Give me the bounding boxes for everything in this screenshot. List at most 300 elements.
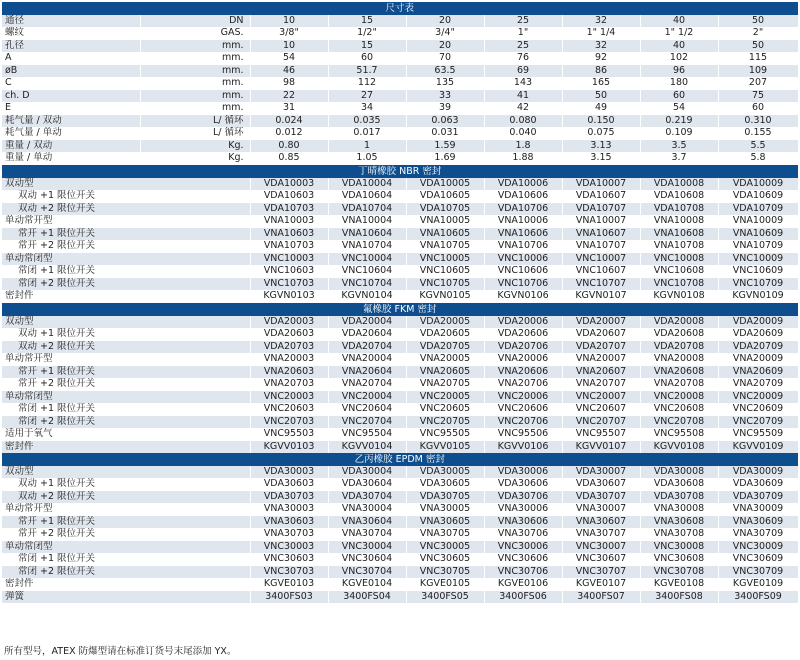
cell-value: VNC30706	[484, 566, 562, 579]
dims-row	[2, 65, 798, 78]
cell-value: 3/8"	[250, 27, 328, 40]
cell-value: 1.8	[484, 140, 562, 153]
fkm-row	[2, 391, 798, 404]
cell-value: 0.063	[406, 115, 484, 128]
row-label: A	[2, 52, 140, 65]
cell-value: 5.8	[718, 152, 798, 165]
cell-value: VDA30703	[250, 491, 328, 504]
cell-value: VNC30006	[484, 541, 562, 554]
nbr-row	[2, 290, 798, 303]
cell-value: 54	[250, 52, 328, 65]
cell-value: VNA30007	[562, 503, 640, 516]
row-label: 通径	[2, 15, 140, 27]
fkm-row	[2, 428, 798, 441]
cell-value: VDA20708	[640, 341, 718, 354]
cell-value: VNC30609	[718, 553, 798, 566]
cell-value: VNA20705	[406, 378, 484, 391]
cell-value: VNC10608	[640, 265, 718, 278]
cell-value: VNA10606	[484, 228, 562, 241]
cell-value: VNC20005	[406, 391, 484, 404]
cell-value: KGVN0108	[640, 290, 718, 303]
cell-value: VNA10008	[640, 215, 718, 228]
cell-value: 112	[328, 77, 406, 90]
dims-title: 尺寸表	[2, 2, 798, 15]
cell-value: VNC20707	[562, 416, 640, 429]
cell-value: 31	[250, 102, 328, 115]
cell-value: VDA10006	[484, 178, 562, 190]
row-unit: L/ 循环	[140, 127, 250, 140]
cell-value: VNC10708	[640, 278, 718, 291]
cell-value: VDA20609	[718, 328, 798, 341]
row-label: 常开 +1 限位开关	[2, 228, 250, 241]
cell-value: 39	[406, 102, 484, 115]
row-label: 耗气量 / 双动	[2, 115, 140, 128]
cell-value: 46	[250, 65, 328, 78]
cell-value: 32	[562, 15, 640, 27]
cell-value: VNC10606	[484, 265, 562, 278]
cell-value: 0.150	[562, 115, 640, 128]
cell-value: 1.88	[484, 152, 562, 165]
cell-value: 22	[250, 90, 328, 103]
cell-value: VNC10005	[406, 253, 484, 266]
cell-value: KGVV0105	[406, 441, 484, 454]
spec-table-body	[2, 2, 798, 603]
cell-value: 3.7	[640, 152, 718, 165]
cell-value: 34	[328, 102, 406, 115]
epdm-row	[2, 503, 798, 516]
cell-value: 27	[328, 90, 406, 103]
cell-value: VNC30603	[250, 553, 328, 566]
nbr-header-row	[2, 165, 798, 179]
cell-value: VDA20008	[640, 316, 718, 328]
cell-value: VNA10003	[250, 215, 328, 228]
cell-value: VDA10009	[718, 178, 798, 190]
cell-value: 135	[406, 77, 484, 90]
cell-value: VNC10604	[328, 265, 406, 278]
cell-value: 1.59	[406, 140, 484, 153]
row-label: 适用于氧气	[2, 428, 250, 441]
cell-value: 0.155	[718, 127, 798, 140]
cell-value: VDA10703	[250, 203, 328, 216]
cell-value: VNA10607	[562, 228, 640, 241]
row-unit: L/ 循环	[140, 115, 250, 128]
cell-value: VNA20708	[640, 378, 718, 391]
cell-value: 33	[406, 90, 484, 103]
row-label: 双动 +2 限位开关	[2, 491, 250, 504]
cell-value: 60	[328, 52, 406, 65]
dims-row	[2, 27, 798, 40]
cell-value: 0.040	[484, 127, 562, 140]
cell-value: 98	[250, 77, 328, 90]
cell-value: 25	[484, 40, 562, 53]
cell-value: 32	[562, 40, 640, 53]
cell-value: 0.310	[718, 115, 798, 128]
cell-value: VDA10705	[406, 203, 484, 216]
cell-value: KGVV0103	[250, 441, 328, 454]
cell-value: VNC95503	[250, 428, 328, 441]
cell-value: VNC20703	[250, 416, 328, 429]
row-label: 单动常闭型	[2, 391, 250, 404]
cell-value: 1"	[484, 27, 562, 40]
cell-value: VDA20608	[640, 328, 718, 341]
cell-value: VDA10709	[718, 203, 798, 216]
cell-value: VNA30607	[562, 516, 640, 529]
cell-value: VNC20008	[640, 391, 718, 404]
cell-value: VNA30004	[328, 503, 406, 516]
cell-value: VNA30703	[250, 528, 328, 541]
cell-value: VNA10005	[406, 215, 484, 228]
cell-value: VNC30606	[484, 553, 562, 566]
cell-value: VNA30609	[718, 516, 798, 529]
cell-value: VDA10607	[562, 190, 640, 203]
nbr-title: 丁晴橡胶 NBR 密封	[2, 165, 798, 179]
cell-value: 0.85	[250, 152, 328, 165]
cell-value: VNC30708	[640, 566, 718, 579]
cell-value: VNA20707	[562, 378, 640, 391]
cell-value: VNC95507	[562, 428, 640, 441]
row-label: 螺纹	[2, 27, 140, 40]
row-label: 常闭 +1 限位开关	[2, 403, 250, 416]
cell-value: VNA10604	[328, 228, 406, 241]
cell-value: VDA30704	[328, 491, 406, 504]
cell-value: VDA30706	[484, 491, 562, 504]
cell-value: VNC20605	[406, 403, 484, 416]
cell-value: VDA10605	[406, 190, 484, 203]
cell-value: VNA10004	[328, 215, 406, 228]
cell-value: VDA20003	[250, 316, 328, 328]
spec-table	[2, 2, 799, 603]
row-label: 重量 / 单动	[2, 152, 140, 165]
cell-value: VNC30008	[640, 541, 718, 554]
cell-value: KGVN0105	[406, 290, 484, 303]
cell-value: 3400FS09	[718, 591, 798, 604]
cell-value: VDA20603	[250, 328, 328, 341]
cell-value: VNA20709	[718, 378, 798, 391]
row-label: 双动型	[2, 466, 250, 478]
row-label: 单动常开型	[2, 215, 250, 228]
cell-value: VNC20003	[250, 391, 328, 404]
fkm-row	[2, 316, 798, 328]
cell-value: VDA10704	[328, 203, 406, 216]
cell-value: VNC20604	[328, 403, 406, 416]
cell-value: VDA30007	[562, 466, 640, 478]
cell-value: 86	[562, 65, 640, 78]
epdm-row	[2, 478, 798, 491]
cell-value: VNC20608	[640, 403, 718, 416]
cell-value: VNA10709	[718, 240, 798, 253]
cell-value: VNA30606	[484, 516, 562, 529]
cell-value: 3.15	[562, 152, 640, 165]
fkm-row	[2, 353, 798, 366]
cell-value: VNC95504	[328, 428, 406, 441]
cell-value: VNC10703	[250, 278, 328, 291]
cell-value: KGVN0107	[562, 290, 640, 303]
cell-value: VNC20704	[328, 416, 406, 429]
row-label: ch. D	[2, 90, 140, 103]
cell-value: 0.80	[250, 140, 328, 153]
nbr-row	[2, 203, 798, 216]
dims-row	[2, 152, 798, 165]
row-unit: DN	[140, 15, 250, 27]
spec-sheet	[2, 2, 798, 657]
row-label: 单动常闭型	[2, 541, 250, 554]
cell-value: 10	[250, 40, 328, 53]
cell-value: VNC30009	[718, 541, 798, 554]
cell-value: VNA30708	[640, 528, 718, 541]
cell-value: KGVE0107	[562, 578, 640, 591]
cell-value: VNC30607	[562, 553, 640, 566]
cell-value: 0.109	[640, 127, 718, 140]
cell-value: VDA30607	[562, 478, 640, 491]
cell-value: VDA30709	[718, 491, 798, 504]
cell-value: VNC10705	[406, 278, 484, 291]
row-label: øB	[2, 65, 140, 78]
cell-value: 3400FS08	[640, 591, 718, 604]
cell-value: VDA10604	[328, 190, 406, 203]
cell-value: VDA10707	[562, 203, 640, 216]
row-unit: mm.	[140, 102, 250, 115]
cell-value: VNA30608	[640, 516, 718, 529]
row-label: 双动 +2 限位开关	[2, 203, 250, 216]
cell-value: VDA30604	[328, 478, 406, 491]
cell-value: VNA20603	[250, 366, 328, 379]
cell-value: VNC30707	[562, 566, 640, 579]
row-label: 常闭 +2 限位开关	[2, 416, 250, 429]
cell-value: VNC10706	[484, 278, 562, 291]
cell-value: 63.5	[406, 65, 484, 78]
dims-row	[2, 127, 798, 140]
cell-value: VDA20605	[406, 328, 484, 341]
cell-value: VNC20708	[640, 416, 718, 429]
cell-value: VNA20703	[250, 378, 328, 391]
cell-value: VNA20008	[640, 353, 718, 366]
cell-value: VNC20006	[484, 391, 562, 404]
cell-value: VDA30608	[640, 478, 718, 491]
cell-value: VNC30705	[406, 566, 484, 579]
fkm-title: 氟橡胶 FKM 密封	[2, 303, 798, 317]
cell-value: KGVE0106	[484, 578, 562, 591]
row-label: 双动 +1 限位开关	[2, 478, 250, 491]
cell-value: VNC10007	[562, 253, 640, 266]
cell-value: 50	[718, 15, 798, 27]
cell-value: 60	[718, 102, 798, 115]
cell-value: 60	[640, 90, 718, 103]
cell-value: VNC10004	[328, 253, 406, 266]
cell-value: VNA10006	[484, 215, 562, 228]
cell-value: VNC30003	[250, 541, 328, 554]
cell-value: VDA30009	[718, 466, 798, 478]
cell-value: 1" 1/4	[562, 27, 640, 40]
dims-row	[2, 115, 798, 128]
cell-value: 69	[484, 65, 562, 78]
cell-value: 40	[640, 15, 718, 27]
epdm-row	[2, 541, 798, 554]
cell-value: VNA30603	[250, 516, 328, 529]
cell-value: VNA10703	[250, 240, 328, 253]
cell-value: VDA30003	[250, 466, 328, 478]
cell-value: VNA20004	[328, 353, 406, 366]
row-label: 双动型	[2, 178, 250, 190]
cell-value: VNA20607	[562, 366, 640, 379]
cell-value: VNC20603	[250, 403, 328, 416]
dims-row	[2, 90, 798, 103]
nbr-row	[2, 265, 798, 278]
cell-value: VNA10708	[640, 240, 718, 253]
cell-value: VNA20704	[328, 378, 406, 391]
cell-value: KGVN0103	[250, 290, 328, 303]
epdm-row	[2, 466, 798, 478]
cell-value: VDA20005	[406, 316, 484, 328]
footnote: 所有型号，ATEX 防爆型请在标准订货号末尾添加 YX。	[4, 646, 237, 657]
cell-value: 20	[406, 15, 484, 27]
row-label: 常开 +1 限位开关	[2, 516, 250, 529]
cell-value: 0.080	[484, 115, 562, 128]
cell-value: VNA30008	[640, 503, 718, 516]
cell-value: 143	[484, 77, 562, 90]
cell-value: KGVE0104	[328, 578, 406, 591]
row-unit: GAS.	[140, 27, 250, 40]
cell-value: VNA20605	[406, 366, 484, 379]
cell-value: 1.05	[328, 152, 406, 165]
row-label: E	[2, 102, 140, 115]
cell-value: KGVV0104	[328, 441, 406, 454]
cell-value: KGVV0107	[562, 441, 640, 454]
cell-value: VNA30604	[328, 516, 406, 529]
cell-value: 0.031	[406, 127, 484, 140]
dims-row	[2, 40, 798, 53]
cell-value: VNA30005	[406, 503, 484, 516]
cell-value: VNC10003	[250, 253, 328, 266]
cell-value: VNC10009	[718, 253, 798, 266]
cell-value: VNA20608	[640, 366, 718, 379]
cell-value: 102	[640, 52, 718, 65]
cell-value: VNA20609	[718, 366, 798, 379]
cell-value: KGVV0109	[718, 441, 798, 454]
cell-value: 25	[484, 15, 562, 27]
cell-value: VNC10704	[328, 278, 406, 291]
row-label: 常开 +2 限位开关	[2, 240, 250, 253]
cell-value: VNA10007	[562, 215, 640, 228]
cell-value: VNA10706	[484, 240, 562, 253]
row-unit: mm.	[140, 40, 250, 53]
cell-value: KGVE0105	[406, 578, 484, 591]
row-label: 弹簧	[2, 591, 250, 604]
cell-value: KGVE0108	[640, 578, 718, 591]
nbr-row	[2, 240, 798, 253]
row-label: 孔径	[2, 40, 140, 53]
cell-value: VDA10606	[484, 190, 562, 203]
fkm-row	[2, 341, 798, 354]
row-label: 单动常闭型	[2, 253, 250, 266]
cell-value: VDA10603	[250, 190, 328, 203]
cell-value: VDA10609	[718, 190, 798, 203]
cell-value: VDA30708	[640, 491, 718, 504]
cell-value: 3400FS03	[250, 591, 328, 604]
cell-value: VNA20006	[484, 353, 562, 366]
cell-value: VNA20007	[562, 353, 640, 366]
cell-value: 70	[406, 52, 484, 65]
cell-value: VNC20709	[718, 416, 798, 429]
cell-value: VNC30007	[562, 541, 640, 554]
cell-value: VNA20009	[718, 353, 798, 366]
fkm-row	[2, 328, 798, 341]
cell-value: VNA10605	[406, 228, 484, 241]
row-label: 常开 +2 限位开关	[2, 528, 250, 541]
dims-row	[2, 140, 798, 153]
cell-value: VDA30008	[640, 466, 718, 478]
cell-value: VNC30005	[406, 541, 484, 554]
cell-value: VNA10704	[328, 240, 406, 253]
cell-value: VDA20707	[562, 341, 640, 354]
row-label: 双动 +1 限位开关	[2, 190, 250, 203]
cell-value: 1" 1/2	[640, 27, 718, 40]
cell-value: 1.69	[406, 152, 484, 165]
row-label: 单动常开型	[2, 503, 250, 516]
cell-value: VNA20604	[328, 366, 406, 379]
row-label: 常闭 +1 限位开关	[2, 553, 250, 566]
cell-value: VNA20706	[484, 378, 562, 391]
cell-value: VDA30605	[406, 478, 484, 491]
nbr-row	[2, 278, 798, 291]
cell-value: VDA20007	[562, 316, 640, 328]
row-label: C	[2, 77, 140, 90]
cell-value: 0.024	[250, 115, 328, 128]
cell-value: KGVV0106	[484, 441, 562, 454]
row-label: 常闭 +2 限位开关	[2, 278, 250, 291]
cell-value: 50	[718, 40, 798, 53]
cell-value: VNC10603	[250, 265, 328, 278]
cell-value: VDA20604	[328, 328, 406, 341]
cell-value: 76	[484, 52, 562, 65]
fkm-row	[2, 416, 798, 429]
row-label: 重量 / 双动	[2, 140, 140, 153]
cell-value: VDA20009	[718, 316, 798, 328]
cell-value: VDA30707	[562, 491, 640, 504]
cell-value: VDA10008	[640, 178, 718, 190]
cell-value: 0.219	[640, 115, 718, 128]
cell-value: VNC95509	[718, 428, 798, 441]
row-label: 常闭 +1 限位开关	[2, 265, 250, 278]
cell-value: 1	[328, 140, 406, 153]
cell-value: VDA20606	[484, 328, 562, 341]
fkm-row	[2, 441, 798, 454]
cell-value: VNA30009	[718, 503, 798, 516]
fkm-header-row	[2, 303, 798, 317]
cell-value: 3.5	[640, 140, 718, 153]
row-unit: Kg.	[140, 140, 250, 153]
dims-row	[2, 102, 798, 115]
cell-value: VNC95506	[484, 428, 562, 441]
cell-value: 1/2"	[328, 27, 406, 40]
row-label: 密封件	[2, 441, 250, 454]
epdm-title: 乙丙橡胶 EPDM 密封	[2, 453, 798, 466]
cell-value: VNA30709	[718, 528, 798, 541]
epdm-header-row	[2, 453, 798, 466]
cell-value: VDA20607	[562, 328, 640, 341]
cell-value: VNC10709	[718, 278, 798, 291]
cell-value: VNA10009	[718, 215, 798, 228]
cell-value: 3400FS07	[562, 591, 640, 604]
dims-header-row	[2, 2, 798, 15]
epdm-row	[2, 516, 798, 529]
cell-value: VNA30706	[484, 528, 562, 541]
cell-value: VNA10608	[640, 228, 718, 241]
cell-value: 51.7	[328, 65, 406, 78]
epdm-row	[2, 491, 798, 504]
cell-value: VDA10003	[250, 178, 328, 190]
nbr-row	[2, 228, 798, 241]
cell-value: VDA10608	[640, 190, 718, 203]
